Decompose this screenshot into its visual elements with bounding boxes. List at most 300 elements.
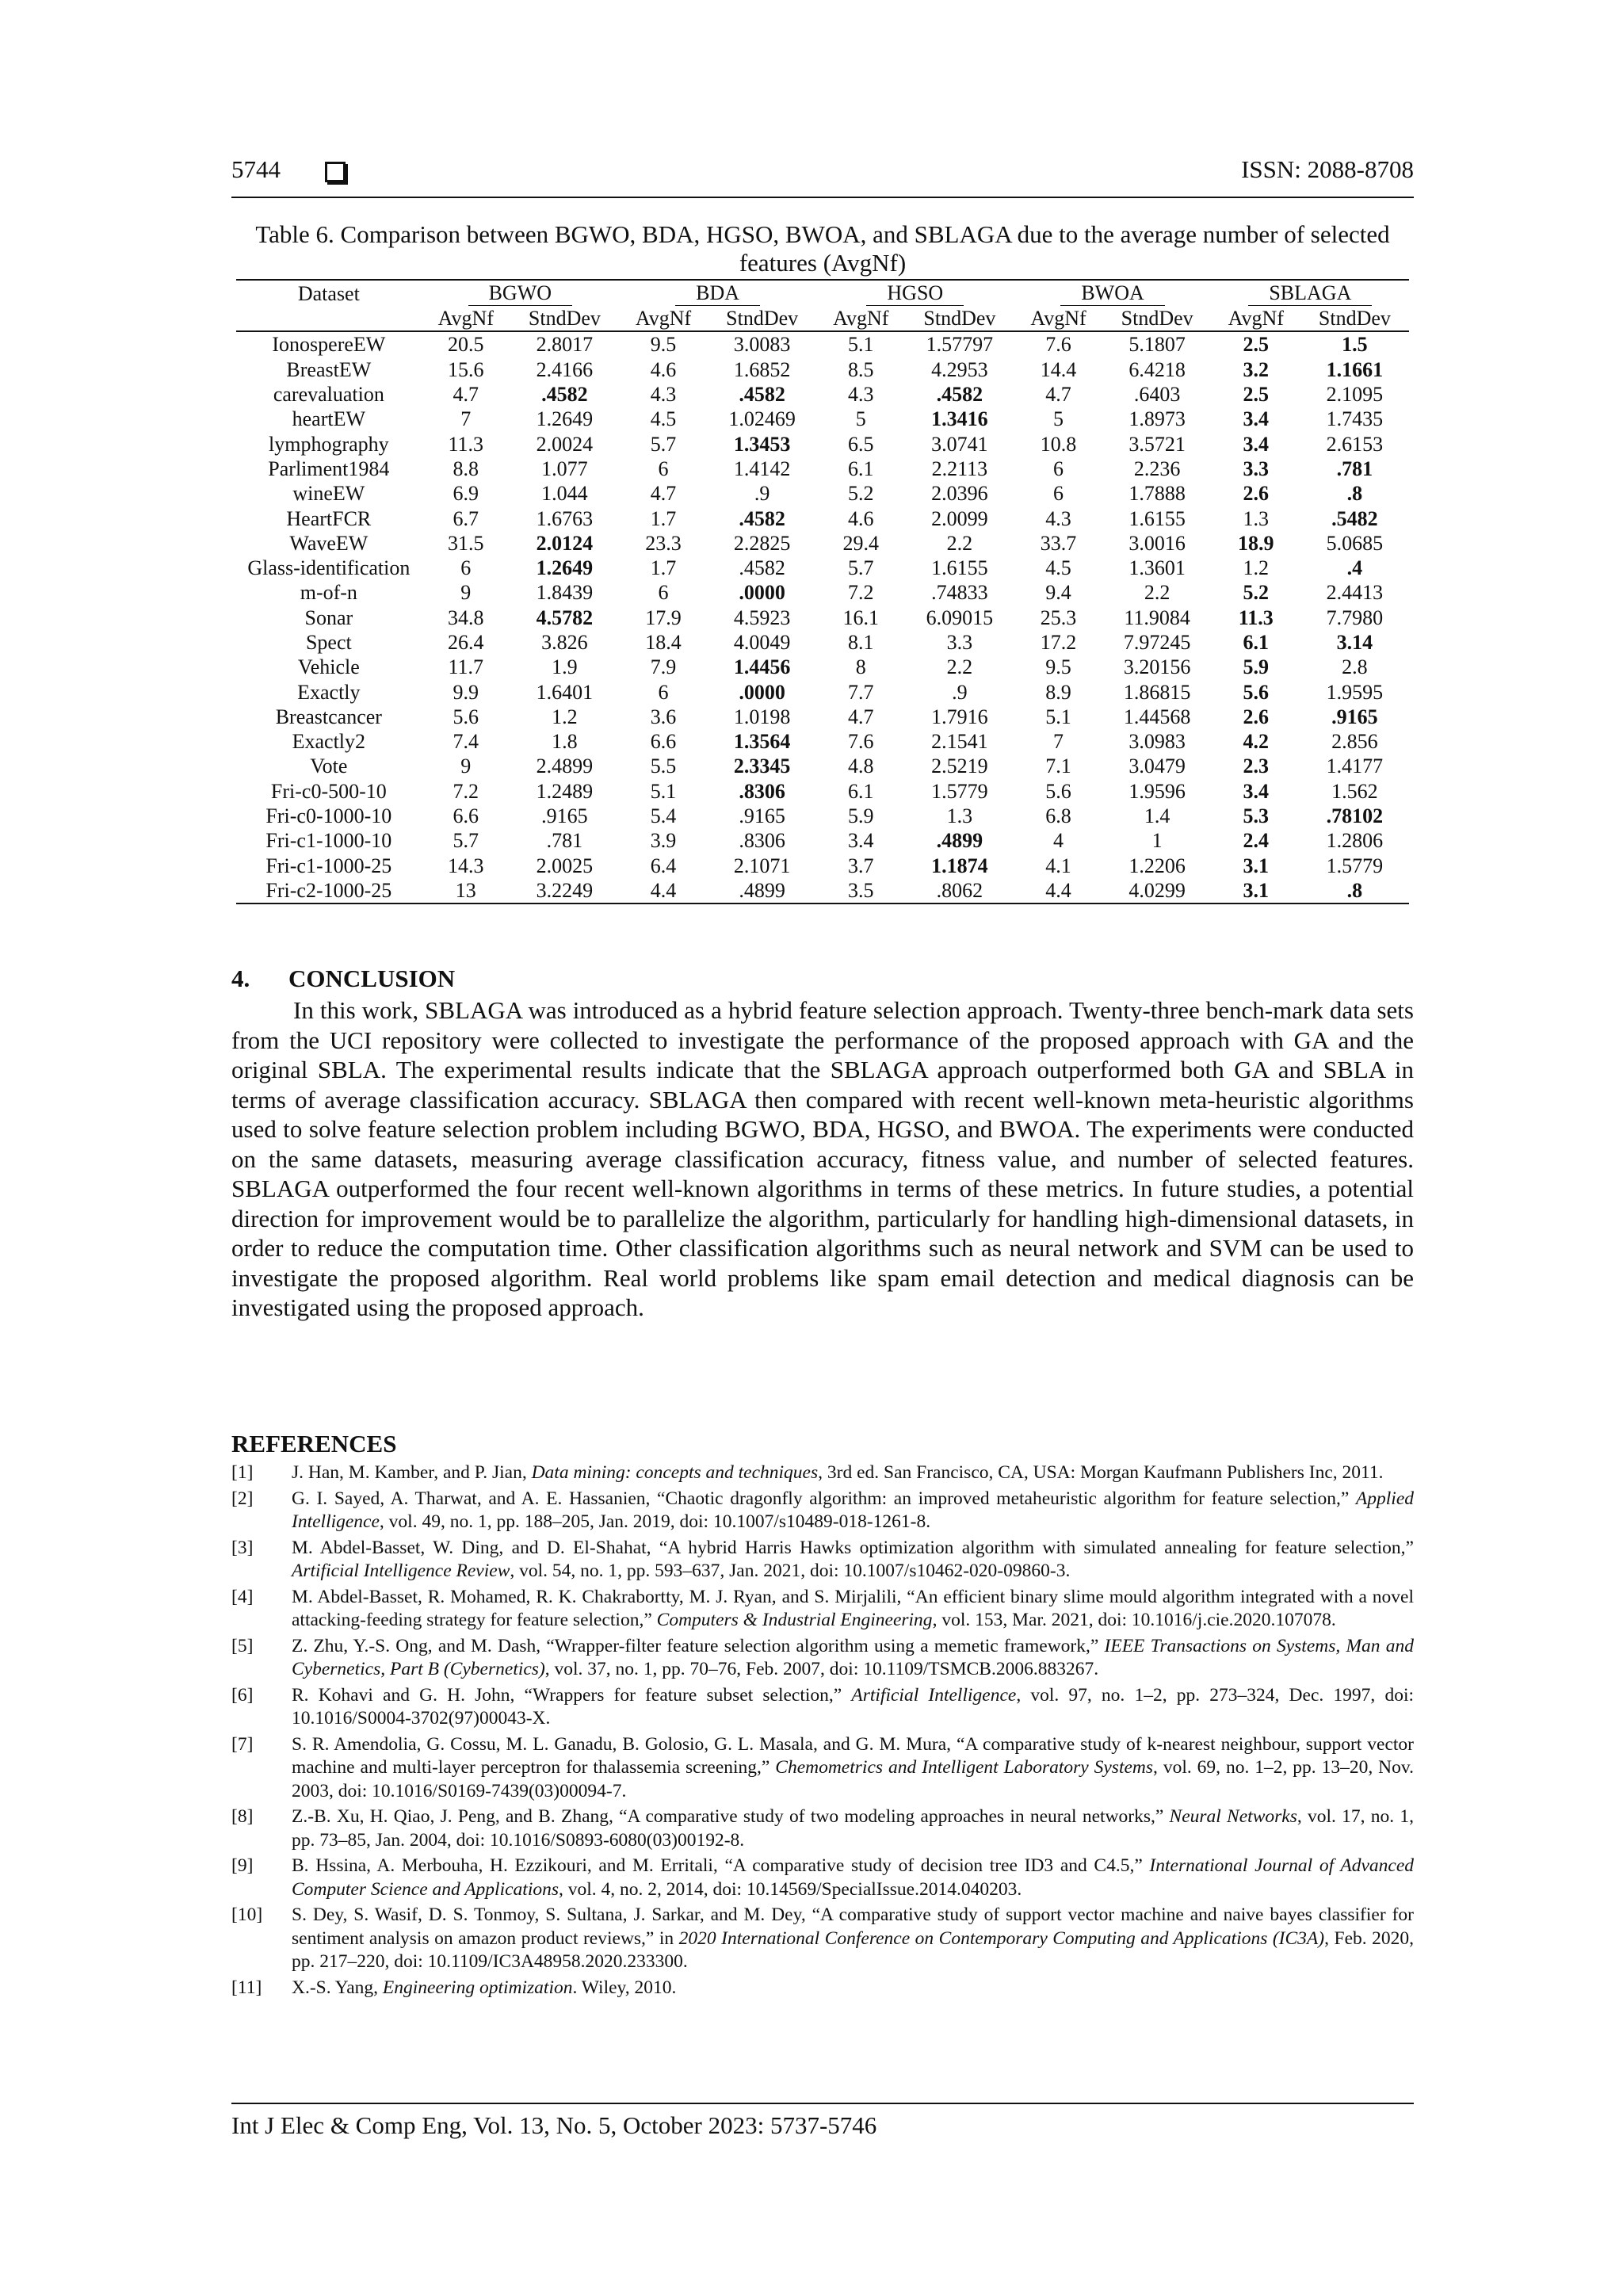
value-cell: 6.1 bbox=[848, 457, 874, 480]
subheader-cell: StndDev bbox=[905, 306, 1014, 331]
results-table bbox=[236, 279, 1409, 904]
value-cell: .8062 bbox=[905, 878, 1014, 904]
value-cell: 1.5779 bbox=[931, 779, 988, 803]
value-cell: 3.7 bbox=[848, 854, 874, 877]
reference-number: [11] bbox=[231, 1977, 262, 1998]
value-cell: 7.2 bbox=[453, 779, 479, 803]
value-cell: 4.3 bbox=[1045, 506, 1071, 530]
table-row bbox=[236, 357, 1409, 382]
value-cell: 4.3 bbox=[848, 383, 874, 407]
dataset-name-cell: Fri-c0-1000-10 bbox=[265, 804, 392, 828]
value-cell: 4.7 bbox=[1045, 383, 1071, 407]
reference-number: [4] bbox=[231, 1586, 254, 1607]
reference-item bbox=[231, 1684, 1414, 1731]
value-cell: 1.3601 bbox=[1128, 556, 1186, 580]
value-cell: 2.3 bbox=[1243, 755, 1270, 778]
table-row bbox=[236, 854, 1409, 878]
value-cell: 7.2 bbox=[848, 581, 874, 605]
value-cell: 11.3 bbox=[448, 432, 484, 456]
value-cell: 1 bbox=[1151, 829, 1163, 853]
value-cell: 5 bbox=[1053, 407, 1064, 431]
value-cell: 34.8 bbox=[448, 606, 484, 629]
value-cell: 2.6 bbox=[1243, 705, 1270, 728]
reference-number: [6] bbox=[231, 1684, 254, 1706]
value-cell: 1.5 bbox=[1342, 333, 1368, 357]
reference-text bbox=[292, 1805, 1414, 1852]
value-cell: 1.7435 bbox=[1326, 407, 1384, 431]
reference-text-pre: G. I. Sayed, A. Tharwat, and A. E. Hassanien, “Chaotic dragonfly algorithm: an improved metaheuristic algorithm for feature selection,” bbox=[292, 1488, 1356, 1509]
group-header bbox=[816, 280, 1014, 306]
value-cell: 9.9 bbox=[453, 680, 479, 704]
value-cell: 5.2 bbox=[848, 482, 874, 506]
group-header bbox=[422, 280, 619, 306]
value-cell: 2.1541 bbox=[931, 730, 988, 754]
reference-text-pre: M. Abdel-Basset, R. Mohamed, R. K. Chakrabortty, M. J. Ryan, and S. Mirjalili, “An efficient binary slime mould algorithm integrated with a novel attacking-feeding strategy for feature selection,” bbox=[292, 1586, 1414, 1630]
dataset-name-cell: m-of-n bbox=[300, 581, 357, 605]
reference-source-italic: IEEE Transactions on Systems, Man and Cybernetics, Part B (Cybernetics) bbox=[292, 1635, 1414, 1679]
dataset-name-cell: Exactly2 bbox=[292, 730, 366, 754]
value-cell: 4.0299 bbox=[1103, 878, 1212, 904]
avgnf-table bbox=[236, 279, 1409, 904]
subheader-cell: StndDev bbox=[1300, 306, 1409, 331]
value-cell: 7.9 bbox=[650, 655, 677, 679]
value-cell: 9 bbox=[460, 581, 472, 605]
value-cell: 2.6153 bbox=[1326, 432, 1384, 456]
value-cell: 1.6852 bbox=[733, 357, 791, 381]
value-cell: 1.3453 bbox=[733, 432, 791, 456]
value-cell: 4.2 bbox=[1243, 730, 1270, 754]
group-header bbox=[1014, 280, 1211, 306]
reference-text bbox=[292, 1586, 1414, 1633]
value-cell: 1.6155 bbox=[931, 556, 988, 580]
table-row bbox=[236, 828, 1409, 853]
reference-source-italic: Computers & Industrial Engineering bbox=[656, 1610, 933, 1630]
reference-text-pre: X.-S. Yang, bbox=[292, 1977, 383, 1998]
references-list bbox=[231, 1461, 1414, 2002]
dataset-name-cell: Vehicle bbox=[297, 655, 360, 679]
value-cell: .9165 bbox=[739, 804, 785, 828]
group-header-label: BGWO bbox=[468, 281, 572, 306]
reference-number: [5] bbox=[231, 1635, 254, 1656]
value-cell: 1.3416 bbox=[931, 407, 988, 431]
value-cell: 6.1 bbox=[848, 779, 874, 803]
conclusion-body bbox=[231, 995, 1414, 1323]
page-number: 5744 bbox=[231, 155, 281, 183]
reference-number: [2] bbox=[231, 1488, 254, 1509]
subheader-cell: AvgNf bbox=[422, 306, 510, 331]
value-cell: 4.8 bbox=[848, 755, 874, 778]
value-cell: 3.0741 bbox=[931, 432, 988, 456]
value-cell: 3.3 bbox=[1243, 457, 1270, 480]
value-cell: .4582 bbox=[739, 506, 785, 530]
value-cell: 1.4 bbox=[1144, 804, 1170, 828]
reference-item bbox=[231, 1977, 1414, 2000]
subheader-cell: StndDev bbox=[510, 306, 619, 331]
table-row bbox=[236, 606, 1409, 630]
value-cell: 4.6 bbox=[650, 357, 677, 381]
reference-text-pre: Z. Zhu, Y.-S. Ong, and M. Dash, “Wrapper-filter feature selection algorithm using a memetic framework,” bbox=[292, 1635, 1105, 1656]
footer-rule bbox=[231, 2103, 1414, 2104]
reference-source-italic: Data mining: concepts and techniques bbox=[531, 1462, 819, 1483]
value-cell: 14.3 bbox=[448, 854, 484, 877]
value-cell: 2.2 bbox=[1144, 581, 1170, 605]
reference-source-italic: Applied Intelligence bbox=[292, 1488, 1414, 1532]
value-cell: 2.0025 bbox=[536, 854, 594, 877]
reference-item bbox=[231, 1537, 1414, 1584]
value-cell: 2.2 bbox=[946, 655, 973, 679]
value-cell: 4.5782 bbox=[536, 606, 594, 629]
value-cell: .0000 bbox=[739, 581, 785, 605]
value-cell: 3.5 bbox=[816, 878, 905, 904]
value-cell: 5.6 bbox=[453, 705, 479, 728]
table-row bbox=[236, 481, 1409, 506]
value-cell: 4.7 bbox=[650, 482, 677, 506]
table-row bbox=[236, 457, 1409, 481]
reference-source-italic: 2020 International Conference on Contemporary Computing and Applications (IC3A) bbox=[678, 1927, 1325, 1949]
reference-item bbox=[231, 1904, 1414, 1974]
dataset-name-cell: Fri-c0-500-10 bbox=[270, 779, 387, 803]
value-cell: 4.2953 bbox=[931, 357, 988, 381]
value-cell: 4.1 bbox=[1045, 854, 1071, 877]
value-cell: 10.8 bbox=[1040, 432, 1077, 456]
group-header-label: HGSO bbox=[866, 281, 964, 306]
dataset-name-cell: Fri-c2-1000-25 bbox=[236, 878, 422, 904]
value-cell: 1.2 bbox=[552, 705, 578, 728]
value-cell: 29.4 bbox=[842, 531, 880, 555]
section-title: CONCLUSION bbox=[288, 965, 456, 992]
value-cell: 4.6 bbox=[848, 506, 874, 530]
value-cell: 3.2249 bbox=[510, 878, 619, 904]
value-cell: 8.8 bbox=[453, 457, 479, 480]
value-cell: 4.4 bbox=[1014, 878, 1102, 904]
value-cell: 3.4 bbox=[1243, 407, 1270, 431]
value-cell: 1.8973 bbox=[1128, 407, 1186, 431]
reference-text bbox=[292, 1904, 1414, 1974]
value-cell: 3.0083 bbox=[733, 333, 791, 357]
value-cell: 25.3 bbox=[1040, 606, 1077, 629]
dataset-name-cell: HeartFCR bbox=[286, 506, 372, 530]
value-cell: 1.0198 bbox=[733, 705, 791, 728]
value-cell: 9.4 bbox=[1045, 581, 1071, 605]
header-spacer bbox=[236, 306, 422, 331]
reference-item bbox=[231, 1855, 1414, 1901]
dataset-name-cell: Glass-identification bbox=[247, 556, 411, 580]
value-cell: 5.6 bbox=[1045, 779, 1071, 803]
value-cell: 3.6 bbox=[650, 705, 677, 728]
value-cell: .6403 bbox=[1133, 383, 1181, 407]
value-cell: 7.97245 bbox=[1123, 631, 1191, 654]
reference-number: [10] bbox=[231, 1904, 263, 1925]
reference-source-italic: Artificial Intelligence bbox=[851, 1684, 1017, 1706]
reference-text bbox=[292, 1461, 1414, 1485]
value-cell: 5.3 bbox=[1243, 804, 1270, 828]
value-cell: 2.1071 bbox=[733, 854, 791, 877]
value-cell: 2.4 bbox=[1243, 829, 1270, 853]
value-cell: 3.3 bbox=[946, 631, 973, 654]
value-cell: 3.4 bbox=[848, 829, 874, 853]
value-cell: 3.1 bbox=[1212, 878, 1300, 904]
value-cell: 4.5 bbox=[1045, 556, 1071, 580]
table-row bbox=[236, 331, 1409, 357]
group-header bbox=[1212, 280, 1409, 306]
dataset-name-cell: lymphography bbox=[269, 432, 389, 456]
value-cell: 6.9 bbox=[453, 482, 479, 506]
value-cell: 6 bbox=[658, 680, 669, 704]
value-cell: 9 bbox=[460, 755, 472, 778]
value-cell: 1.562 bbox=[1331, 779, 1378, 803]
reference-text bbox=[292, 1635, 1414, 1682]
value-cell: .4582 bbox=[936, 383, 983, 407]
value-cell: .4899 bbox=[708, 878, 816, 904]
value-cell: 6.09015 bbox=[926, 606, 994, 629]
value-cell: 6.6 bbox=[453, 804, 479, 828]
reference-item bbox=[231, 1488, 1414, 1534]
value-cell: 11.7 bbox=[448, 655, 484, 679]
value-cell: 33.7 bbox=[1040, 531, 1077, 555]
reference-source-italic: Neural Networks bbox=[1169, 1806, 1297, 1827]
reference-text bbox=[292, 1977, 1414, 2000]
table-row bbox=[236, 531, 1409, 556]
value-cell: 2.0099 bbox=[931, 506, 988, 530]
table-row bbox=[236, 679, 1409, 704]
reference-text-post: , vol. 17, no. 1, pp. 73–85, Jan. 2004, doi: 10.1016/S0893-6080(03)00192-8. bbox=[292, 1806, 1414, 1851]
value-cell: 1.1874 bbox=[931, 854, 988, 877]
value-cell: 8 bbox=[855, 655, 866, 679]
value-cell: .8306 bbox=[739, 829, 785, 853]
value-cell: 3.826 bbox=[541, 631, 588, 654]
value-cell: 1.9596 bbox=[1128, 779, 1186, 803]
value-cell: 4.4 bbox=[619, 878, 708, 904]
value-cell: 2.0396 bbox=[931, 482, 988, 506]
dataset-name-cell: wineEW bbox=[292, 482, 365, 506]
reference-text-post: , vol. 4, no. 2, 2014, doi: 10.14569/SpecialIssue.2014.040203. bbox=[559, 1878, 1022, 1900]
header-rule bbox=[231, 197, 1414, 198]
reference-source-italic: International Journal of Advanced Computer Science and Applications bbox=[292, 1855, 1414, 1900]
value-cell: 1.6763 bbox=[536, 506, 594, 530]
reference-item bbox=[231, 1461, 1414, 1485]
value-cell: .8 bbox=[1346, 482, 1363, 506]
value-cell: 3.14 bbox=[1336, 631, 1373, 654]
value-cell: 5 bbox=[855, 407, 866, 431]
value-cell: 13 bbox=[422, 878, 510, 904]
value-cell: 1.02469 bbox=[728, 407, 796, 431]
value-cell: 1.8 bbox=[552, 730, 578, 754]
value-cell: 23.3 bbox=[645, 531, 682, 555]
value-cell: 1.3564 bbox=[733, 730, 791, 754]
value-cell: 2.856 bbox=[1331, 730, 1378, 754]
value-cell: 1.3 bbox=[1243, 506, 1270, 530]
value-cell: 2.5 bbox=[1243, 333, 1270, 357]
value-cell: 5.0685 bbox=[1326, 531, 1384, 555]
value-cell: 5.7 bbox=[848, 556, 874, 580]
reference-source-italic: Chemometrics and Intelligent Laboratory Systems bbox=[775, 1757, 1154, 1778]
value-cell: .9165 bbox=[1331, 705, 1378, 728]
table-row bbox=[236, 754, 1409, 778]
references-heading: REFERENCES bbox=[231, 1430, 397, 1457]
value-cell: 7.7980 bbox=[1326, 606, 1384, 629]
subheader-cell: AvgNf bbox=[816, 306, 905, 331]
value-cell: 2.0124 bbox=[536, 531, 594, 555]
value-cell: 6.7 bbox=[453, 506, 479, 530]
value-cell: 6.4 bbox=[650, 854, 677, 877]
dataset-name-cell: Fri-c1-1000-25 bbox=[265, 854, 392, 877]
reference-text-pre: M. Abdel-Basset, W. Ding, and D. El-Shahat, “A hybrid Harris Hawks optimization algorithm with simulated annealing for feature selection,” bbox=[292, 1537, 1414, 1558]
value-cell: 2.4166 bbox=[536, 357, 594, 381]
table-row bbox=[236, 779, 1409, 804]
value-cell: 4.5 bbox=[650, 407, 677, 431]
value-cell: 5.7 bbox=[453, 829, 479, 853]
value-cell: 5.1 bbox=[1045, 705, 1071, 728]
reference-text-pre: Z.-B. Xu, H. Qiao, J. Peng, and B. Zhang, “A comparative study of two modeling approaches in neural networks,” bbox=[292, 1806, 1170, 1827]
reference-item bbox=[231, 1586, 1414, 1633]
subheader-cell: StndDev bbox=[708, 306, 816, 331]
table-row bbox=[236, 556, 1409, 580]
value-cell: 1.2806 bbox=[1326, 829, 1384, 853]
value-cell: 5.2 bbox=[1243, 581, 1270, 605]
value-cell: 4 bbox=[1053, 829, 1064, 853]
value-cell: 15.6 bbox=[448, 357, 484, 381]
dataset-name-cell: IonospereEW bbox=[272, 333, 386, 357]
value-cell: 5.4 bbox=[650, 804, 677, 828]
reference-source-italic: Engineering optimization bbox=[382, 1977, 573, 1998]
value-cell: 3.0479 bbox=[1128, 755, 1186, 778]
value-cell: 2.4413 bbox=[1326, 581, 1384, 605]
value-cell: .8 bbox=[1300, 878, 1409, 904]
value-cell: 1.077 bbox=[541, 457, 588, 480]
group-header-label: BDA bbox=[675, 281, 760, 306]
value-cell: 5.5 bbox=[650, 755, 677, 778]
dataset-name-cell: Vote bbox=[310, 755, 348, 778]
value-cell: 2.2 bbox=[946, 531, 973, 555]
value-cell: 1.7888 bbox=[1128, 482, 1186, 506]
value-cell: .781 bbox=[1336, 457, 1373, 480]
table-row bbox=[236, 431, 1409, 456]
reference-item bbox=[231, 1733, 1414, 1804]
value-cell: .4582 bbox=[739, 383, 785, 407]
dataset-name-cell: Breastcancer bbox=[275, 705, 382, 728]
value-cell: 3.0016 bbox=[1128, 531, 1186, 555]
value-cell: 11.3 bbox=[1238, 606, 1274, 629]
value-cell: 2.2113 bbox=[931, 457, 988, 480]
value-cell: 5.1807 bbox=[1128, 333, 1186, 357]
table-row bbox=[236, 705, 1409, 729]
value-cell: 1.4142 bbox=[733, 457, 791, 480]
value-cell: 20.5 bbox=[448, 333, 484, 357]
value-cell: 6.6 bbox=[650, 730, 677, 754]
subheader-cell: AvgNf bbox=[1014, 306, 1102, 331]
value-cell: 1.44568 bbox=[1123, 705, 1191, 728]
value-cell: 6.8 bbox=[1045, 804, 1071, 828]
value-cell: .4582 bbox=[739, 556, 785, 580]
reference-text-post: , vol. 49, no. 1, pp. 188–205, Jan. 2019, doi: 10.1007/s10489-018-1261-8. bbox=[379, 1511, 931, 1532]
value-cell: .78102 bbox=[1326, 804, 1384, 828]
dataset-name-cell: Sonar bbox=[304, 606, 353, 629]
value-cell: .4 bbox=[1346, 556, 1363, 580]
reference-number: [3] bbox=[231, 1537, 254, 1558]
table-row bbox=[236, 729, 1409, 754]
value-cell: 31.5 bbox=[448, 531, 484, 555]
value-cell: 2.5 bbox=[1243, 383, 1270, 407]
value-cell: 4.3 bbox=[650, 383, 677, 407]
reference-item bbox=[231, 1635, 1414, 1682]
value-cell: 6 bbox=[1053, 482, 1064, 506]
value-cell: 6.5 bbox=[848, 432, 874, 456]
dataset-name-cell: Parliment1984 bbox=[268, 457, 390, 480]
table-caption: Table 6. Comparison between BGWO, BDA, HGSO, BWOA, and SBLAGA due to the average number of selected features (AvgNf) bbox=[255, 220, 1390, 277]
dataset-name-cell: heartEW bbox=[292, 407, 366, 431]
value-cell: 2.8 bbox=[1342, 655, 1368, 679]
value-cell: 2.3345 bbox=[733, 755, 791, 778]
table-row bbox=[236, 580, 1409, 605]
value-cell: 3.4 bbox=[1243, 432, 1270, 456]
reference-number: [8] bbox=[231, 1806, 254, 1827]
value-cell: 9.5 bbox=[1045, 655, 1071, 679]
reference-text bbox=[292, 1537, 1414, 1584]
reference-text-pre: J. Han, M. Kamber, and P. Jian, bbox=[292, 1462, 532, 1483]
reference-text bbox=[292, 1733, 1414, 1804]
value-cell: .8306 bbox=[739, 779, 785, 803]
reference-text-pre: S. Dey, S. Wasif, D. S. Tonmoy, S. Sultana, J. Sarkar, and M. Dey, “A comparative study of support vector machine and naive bayes classifier for sentiment analysis on amazon product reviews,” in bbox=[292, 1904, 1414, 1949]
value-cell: 16.1 bbox=[842, 606, 880, 629]
value-cell: 7 bbox=[1053, 730, 1064, 754]
value-cell: 1.7 bbox=[650, 506, 677, 530]
value-cell: 5.1 bbox=[848, 333, 874, 357]
value-cell: 4.5923 bbox=[733, 606, 791, 629]
value-cell: 1.2649 bbox=[536, 556, 594, 580]
reference-text-pre: R. Kohavi and G. H. John, “Wrappers for feature subset selection,” bbox=[292, 1684, 852, 1706]
subheader-cell: AvgNf bbox=[619, 306, 708, 331]
value-cell: 9.5 bbox=[650, 333, 677, 357]
table-row bbox=[236, 382, 1409, 407]
value-cell: .9 bbox=[952, 680, 968, 704]
dataset-name-cell: BreastEW bbox=[286, 357, 372, 381]
value-cell: 3.5721 bbox=[1128, 432, 1186, 456]
value-cell: 1.9 bbox=[552, 655, 578, 679]
value-cell: 2.0024 bbox=[536, 432, 594, 456]
issn: ISSN: 2088-8708 bbox=[1241, 155, 1414, 183]
value-cell: 1.5779 bbox=[1326, 854, 1384, 877]
value-cell: 3.2 bbox=[1243, 357, 1270, 381]
table-row bbox=[236, 878, 1409, 904]
value-cell: 2.2825 bbox=[733, 531, 791, 555]
reference-item bbox=[231, 1805, 1414, 1852]
value-cell: 4.0049 bbox=[733, 631, 791, 654]
value-cell: 1.2206 bbox=[1128, 854, 1186, 877]
table-row bbox=[236, 630, 1409, 655]
subheader-cell: AvgNf bbox=[1212, 306, 1300, 331]
value-cell: 1.4177 bbox=[1326, 755, 1384, 778]
value-cell: 3.0983 bbox=[1128, 730, 1186, 754]
table-row bbox=[236, 804, 1409, 828]
value-cell: 7.1 bbox=[1045, 755, 1071, 778]
value-cell: 18.4 bbox=[645, 631, 682, 654]
value-cell: 5.9 bbox=[1243, 655, 1270, 679]
value-cell: 8.5 bbox=[848, 357, 874, 381]
value-cell: 1.6155 bbox=[1128, 506, 1186, 530]
value-cell: 6 bbox=[460, 556, 472, 580]
reference-number: [1] bbox=[231, 1462, 254, 1483]
value-cell: 8.9 bbox=[1045, 680, 1071, 704]
group-header-label: BWOA bbox=[1060, 281, 1164, 306]
value-cell: 1.9595 bbox=[1326, 680, 1384, 704]
value-cell: .9 bbox=[754, 482, 770, 506]
value-cell: 18.9 bbox=[1238, 531, 1274, 555]
page-footer: Int J Elec & Comp Eng, Vol. 13, No. 5, October 2023: 5737-5746 bbox=[231, 2111, 877, 2139]
table-row bbox=[236, 506, 1409, 530]
reference-text-post: , vol. 153, Mar. 2021, doi: 10.1016/j.cie.2020.107078. bbox=[932, 1610, 1336, 1630]
conclusion-paragraph: In this work, SBLAGA was introduced as a hybrid feature selection approach. Twenty-three bench-mark data sets from the UCI repository were collected to investigate the performance of the proposed approach with GA and the original SBLA. The experimental results indicate that the SBLAGA approach outperformed both GA and SBLA in terms of average classification accuracy. SBLAGA then compared with recent well-known meta-heuristic algorithms used to solve feature selection problem including BGWO, BDA, HGSO, and BWOA. The experiments were conducted on the same datasets, measuring average classification accuracy, fitness value, and number of selected features. SBLAGA outperformed the four recent well-known algorithms in terms of these metrics. In future studies, a potential direction for improvement would be to parallelize the algorithm, particularly for handling high-dimensional datasets, in order to reduce the computation time. Other classification algorithms such as neural network and SVM can be used to investigate the proposed algorithm. Real world problems like spam email detection and medical diagnosis can be investigated using the proposed approach. bbox=[231, 996, 1414, 1321]
value-cell: 5.9 bbox=[848, 804, 874, 828]
